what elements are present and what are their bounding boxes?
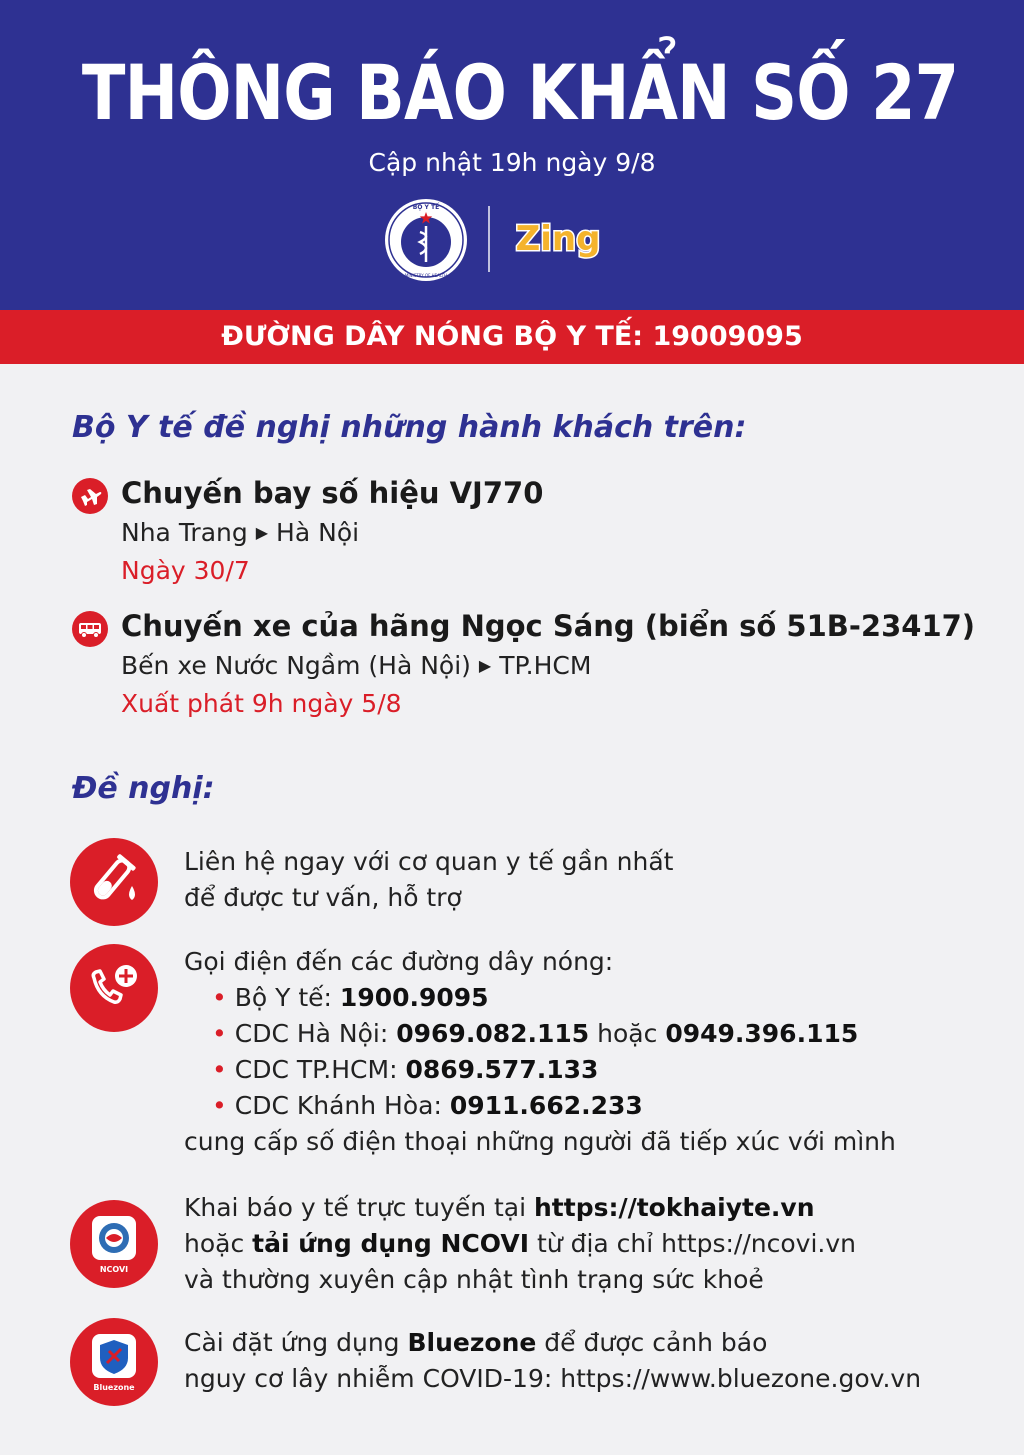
zing-logo bbox=[512, 212, 604, 264]
flight-from: Nha Trang bbox=[121, 518, 248, 547]
bus-title: Chuyến xe của hãng Ngọc Sáng (biển số 51B-23417) bbox=[121, 609, 976, 643]
ministry-of-health-logo bbox=[384, 198, 468, 282]
hotline-banner: ĐƯỜNG DÂY NÓNG BỘ Y TẾ: 19009095 bbox=[0, 310, 1024, 364]
bus-from: Bến xe Nước Ngầm (Hà Nội) bbox=[121, 651, 471, 680]
svg-text:Bluezone: Bluezone bbox=[93, 1383, 135, 1392]
ncovi-app-icon bbox=[70, 1200, 158, 1288]
update-time: Cập nhật 19h ngày 9/8 bbox=[368, 148, 656, 177]
call-text: Gọi điện đến các đường dây nóng: • Bộ Y tế: 1900.9095 • CDC Hà Nội: 0969.082.115 hoặc 0949.396.115 • CDC TP.HCM: 0869.577.133 • CDC Khánh Hòa: 0911.662.233 cung cấp số điện thoại những người đã tiếp xúc với mình bbox=[184, 947, 896, 1156]
hotline-item: • Bộ Y tế: 1900.9095 bbox=[212, 983, 489, 1012]
hotline-item: • CDC Hà Nội: 0969.082.115 hoặc 0949.396.115 bbox=[212, 1019, 859, 1048]
flight-title: Chuyến bay số hiệu VJ770 bbox=[121, 476, 544, 510]
bus-date: Xuất phát 9h ngày 5/8 bbox=[121, 689, 402, 718]
hotline-item: • CDC TP.HCM: 0869.577.133 bbox=[212, 1055, 599, 1084]
svg-text:MINISTRY OF HEALTH: MINISTRY OF HEALTH bbox=[404, 273, 448, 278]
contact-text: Liên hệ ngay với cơ quan y tế gần nhất để được tư vấn, hỗ trợ bbox=[184, 847, 674, 912]
recommendations-heading: Đề nghị: bbox=[72, 771, 215, 806]
bluezone-app-icon bbox=[70, 1318, 158, 1406]
tokhaiyte-link[interactable]: https://tokhaiyte.vn bbox=[534, 1193, 815, 1222]
passengers-heading: Bộ Y tế đề nghị những hành khách trên: bbox=[72, 410, 747, 445]
svg-text:Zing: Zing bbox=[515, 219, 601, 259]
declare-text: Khai báo y tế trực tuyến tại https://tokhaiyte.vn hoặc tải ứng dụng NCOVI từ địa chỉ https://ncovi.vn và thường xuyên cập nhật tình trạng sức khoẻ bbox=[184, 1193, 856, 1294]
logo-divider bbox=[488, 206, 490, 272]
test-tube-icon bbox=[70, 838, 158, 926]
hotline-item: • CDC Khánh Hòa: 0911.662.233 bbox=[212, 1091, 643, 1120]
airplane-icon bbox=[72, 478, 108, 514]
bus-icon bbox=[72, 611, 108, 647]
arrow-right-icon: ▶ bbox=[478, 656, 492, 675]
arrow-right-icon: ▶ bbox=[255, 523, 269, 542]
bus-to: TP.HCM bbox=[499, 651, 592, 680]
bus-route bbox=[121, 651, 591, 680]
flight-route bbox=[121, 518, 359, 547]
bluezone-text: Cài đặt ứng dụng Bluezone để được cảnh báo nguy cơ lây nhiễm COVID-19: https://www.bluezone.gov.vn bbox=[184, 1328, 922, 1393]
svg-text:NCOVI: NCOVI bbox=[99, 1265, 129, 1274]
flight-date: Ngày 30/7 bbox=[121, 556, 250, 585]
logo-row bbox=[0, 198, 1024, 278]
header-banner bbox=[0, 0, 1024, 310]
svg-text:BỘ Y TẾ: BỘ Y TẾ bbox=[412, 204, 440, 211]
page-title: THÔNG BÁO KHẨN SỐ 27 bbox=[81, 48, 959, 137]
phone-plus-icon bbox=[70, 944, 158, 1032]
flight-to: Hà Nội bbox=[276, 518, 360, 547]
